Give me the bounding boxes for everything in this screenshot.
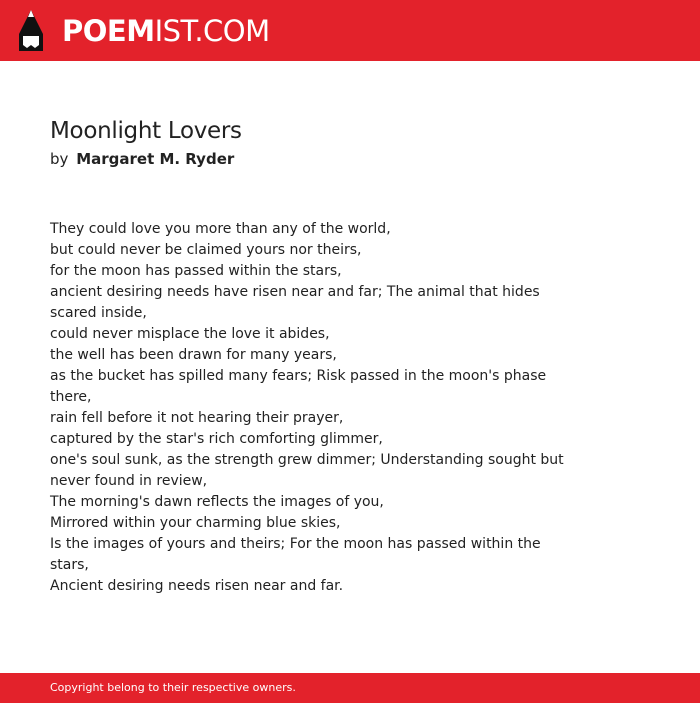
site-logo-text[interactable] [62, 11, 270, 51]
poem-line: never found in review, [50, 473, 208, 489]
poem-line: but could never be claimed yours nor theirs, [50, 242, 362, 258]
poem-line: rain fell before it not hearing their prayer, [50, 410, 344, 426]
poem-line: Ancient desiring needs risen near and far. [50, 578, 344, 594]
poem-line: ancient desiring needs have risen near and far; The animal that hides [50, 284, 540, 300]
poem-line: for the moon has passed within the stars, [50, 263, 342, 279]
pencil-tip-icon[interactable] [17, 9, 45, 52]
poem-line: Is the images of yours and theirs; For the moon has passed within the [50, 536, 541, 552]
brand-thin: IST.COM [154, 14, 270, 48]
poem-line: as the bucket has spilled many fears; Risk passed in the moon's phase [50, 368, 547, 384]
poem-line: the well has been drawn for many years, [50, 347, 337, 363]
site-footer [0, 673, 700, 703]
poem-line: Mirrored within your charming blue skies, [50, 515, 341, 531]
poem-line: there, [50, 389, 92, 405]
brand-bold: POEM [62, 14, 155, 48]
by-label: by [50, 150, 69, 168]
poem-body [50, 219, 570, 597]
poem-byline [50, 149, 234, 169]
copyright-notice: Copyright belong to their respective owners. [50, 681, 296, 694]
poem-line: captured by the star's rich comforting glimmer, [50, 431, 383, 447]
site-header [0, 0, 700, 61]
poem-line: could never misplace the love it abides, [50, 326, 330, 342]
poem-line: stars, [50, 557, 89, 573]
poem-line: one's soul sunk, as the strength grew dimmer; Understanding sought but [50, 452, 564, 468]
poem-title: Moonlight Lovers [50, 118, 242, 144]
poem-line: scared inside, [50, 305, 147, 321]
poem-author: Margaret M. Ryder [76, 150, 235, 168]
poem-line: They could love you more than any of the world, [50, 221, 391, 237]
poem-line: The morning's dawn reflects the images of you, [50, 494, 384, 510]
